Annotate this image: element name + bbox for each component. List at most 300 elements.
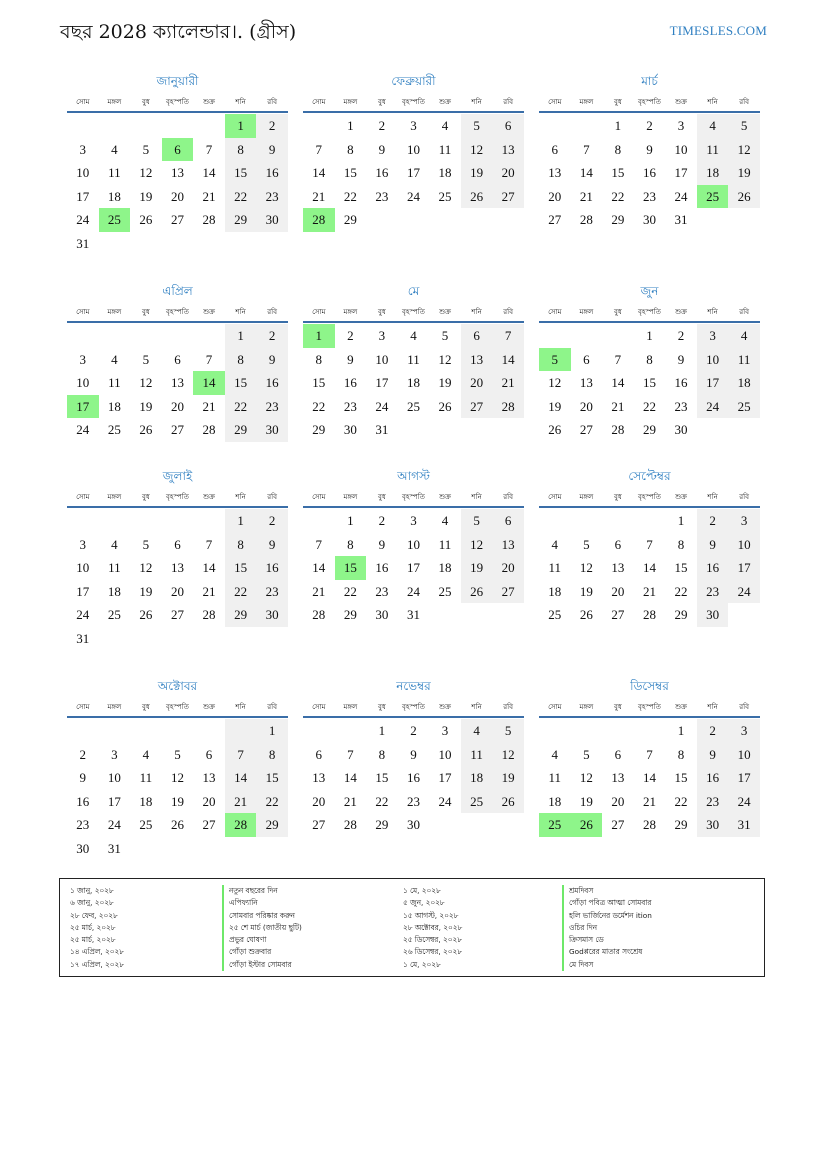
weekday-label: রবি xyxy=(739,98,750,106)
holiday-date: ১ জানু, ২০২৮ xyxy=(70,886,114,895)
day-cell: 20 xyxy=(202,793,216,809)
weekday-label: মঙ্গল xyxy=(107,308,122,316)
weekday-header xyxy=(303,488,524,508)
day-cell: 19 xyxy=(579,583,593,599)
empty-cell xyxy=(162,627,194,651)
day-cell: 18 xyxy=(139,793,153,809)
day-cell: 26 xyxy=(571,813,603,837)
weekday-header xyxy=(303,698,524,718)
holiday-date: ১৪ এপ্রিল, ২০২৮ xyxy=(70,947,124,957)
empty-cell xyxy=(162,114,194,138)
holiday-name: গোঁড়া শুক্রবার xyxy=(222,946,302,958)
month-name: এপ্রিল xyxy=(162,284,193,298)
day-cell: 21 xyxy=(579,188,593,204)
day-cell: 20 xyxy=(170,398,184,414)
empty-cell xyxy=(366,208,398,232)
day-cell: 23 xyxy=(256,185,288,209)
day-cell: 10 xyxy=(674,141,688,157)
day-grid xyxy=(539,114,760,232)
day-cell: 22 xyxy=(674,583,688,599)
day-cell: 11 xyxy=(108,560,121,575)
day-cell: 28 xyxy=(202,422,216,437)
day-cell: 19 xyxy=(728,161,760,185)
empty-cell xyxy=(67,509,99,533)
day-cell: 27 xyxy=(611,817,625,832)
day-cell: 7 xyxy=(583,141,590,157)
day-cell: 19 xyxy=(461,161,493,185)
day-cell: 5 xyxy=(142,141,150,157)
day-cell: 23 xyxy=(697,580,729,604)
day-cell: 2 xyxy=(256,324,288,348)
day-cell: 7 xyxy=(225,743,257,767)
day-cell: 17 xyxy=(76,188,90,204)
weekday-label: শনি xyxy=(471,308,482,316)
day-grid xyxy=(67,114,288,255)
day-cell: 27 xyxy=(492,185,524,209)
day-cell: 12 xyxy=(438,351,452,367)
weekday-label: শনি xyxy=(235,98,246,106)
day-cell: 17 xyxy=(697,371,729,395)
day-cell: 22 xyxy=(256,790,288,814)
day-cell: 12 xyxy=(139,375,153,390)
weekday-label: বুধ xyxy=(613,703,622,711)
empty-cell xyxy=(539,509,571,533)
day-cell: 30 xyxy=(343,422,357,437)
day-cell: 2 xyxy=(697,719,729,743)
empty-cell xyxy=(130,114,162,138)
day-cell: 29 xyxy=(375,817,389,832)
day-cell: 12 xyxy=(548,375,562,390)
weekday-label: মঙ্গল xyxy=(579,703,594,711)
day-grid xyxy=(539,719,760,837)
day-cell: 25 xyxy=(438,583,452,599)
weekday-header xyxy=(303,93,524,113)
day-cell: 26 xyxy=(579,607,593,622)
empty-cell xyxy=(162,232,194,256)
empty-cell xyxy=(461,603,493,627)
weekday-label: মঙ্গল xyxy=(107,98,122,106)
empty-cell xyxy=(571,509,603,533)
day-cell: 11 xyxy=(139,770,153,785)
day-cell: 13 xyxy=(579,375,593,390)
day-cell: 25 xyxy=(461,790,493,814)
day-cell: 4 xyxy=(551,536,559,552)
day-cell: 10 xyxy=(406,141,420,157)
weekday-label: সোম xyxy=(312,703,326,711)
month-name: অক্টোবর xyxy=(157,679,198,693)
day-cell: 17 xyxy=(406,165,420,180)
weekday-label: শনি xyxy=(235,308,246,316)
day-grid xyxy=(67,719,288,860)
weekday-label: শনি xyxy=(707,98,718,106)
day-cell: 12 xyxy=(728,138,760,162)
day-cell: 8 xyxy=(225,348,257,372)
day-cell: 16 xyxy=(375,165,389,180)
day-cell: 1 xyxy=(378,723,386,738)
day-cell: 28 xyxy=(579,212,593,227)
day-cell: 10 xyxy=(76,375,90,390)
empty-cell xyxy=(193,719,225,743)
day-cell: 2 xyxy=(347,328,354,343)
day-cell: 29 xyxy=(256,813,288,837)
weekday-label: সোম xyxy=(312,308,326,316)
empty-cell xyxy=(99,719,131,743)
day-cell: 19 xyxy=(139,583,153,599)
day-cell: 9 xyxy=(347,351,354,367)
empty-cell xyxy=(193,324,225,348)
weekday-label: শনি xyxy=(707,703,718,711)
day-grid xyxy=(303,324,524,442)
weekday-label: শনি xyxy=(471,703,482,711)
day-cell: 13 xyxy=(548,165,562,180)
day-cell: 11 xyxy=(438,141,452,157)
day-cell: 2 xyxy=(410,723,417,738)
day-cell: 8 xyxy=(347,536,354,552)
weekday-label: বুধ xyxy=(141,493,150,501)
day-cell: 12 xyxy=(461,138,493,162)
holiday-name: শ্রমদিবস xyxy=(562,885,652,897)
day-cell: 18 xyxy=(728,371,760,395)
day-cell: 7 xyxy=(315,536,323,552)
weekday-label: শনি xyxy=(471,493,482,501)
day-cell: 14 xyxy=(343,770,357,785)
weekday-label: সোম xyxy=(76,98,90,106)
weekday-label: বৃহস্পতি xyxy=(166,703,189,711)
weekday-label: মঙ্গল xyxy=(107,493,122,501)
empty-cell xyxy=(67,114,99,138)
day-cell: 3 xyxy=(728,719,760,743)
weekday-header xyxy=(67,488,288,508)
day-cell: 28 xyxy=(642,817,656,832)
day-cell: 15 xyxy=(225,161,257,185)
empty-cell xyxy=(130,324,162,348)
day-cell: 10 xyxy=(76,560,90,575)
day-cell: 21 xyxy=(312,583,326,599)
day-cell: 8 xyxy=(256,743,288,767)
day-cell: 31 xyxy=(728,813,760,837)
weekday-label: সোম xyxy=(548,703,562,711)
day-cell: 27 xyxy=(548,212,562,227)
weekday-header xyxy=(67,303,288,323)
day-cell: 24 xyxy=(438,793,452,809)
day-cell: 10 xyxy=(76,165,90,180)
weekday-label: শুক্র xyxy=(439,98,451,106)
day-cell: 8 xyxy=(225,533,257,557)
empty-cell xyxy=(99,232,131,256)
weekday-label: বৃহস্পতি xyxy=(638,703,661,711)
weekday-label: রবি xyxy=(739,703,750,711)
month-block xyxy=(539,467,760,627)
day-cell: 21 xyxy=(642,793,656,809)
day-cell: 6 xyxy=(614,536,622,552)
weekday-label: বুধ xyxy=(141,98,150,106)
holiday-name: গোঁড়া পবিত্র আত্মা সোমবার xyxy=(562,897,652,909)
month-block xyxy=(303,72,524,232)
empty-cell xyxy=(130,627,162,651)
month-block xyxy=(67,467,288,650)
day-cell: 7 xyxy=(205,351,213,367)
day-cell: 6 xyxy=(583,351,590,367)
weekday-label: বৃহস্পতি xyxy=(638,308,661,316)
day-cell: 12 xyxy=(579,560,593,575)
day-cell: 7 xyxy=(646,746,653,762)
weekday-label: শুক্র xyxy=(675,308,687,316)
weekday-label: মঙ্গল xyxy=(343,308,358,316)
weekday-label: সোম xyxy=(548,98,562,106)
weekday-label: রবি xyxy=(503,308,514,316)
day-cell: 22 xyxy=(312,398,326,414)
day-cell: 9 xyxy=(378,141,386,157)
day-cell: 8 xyxy=(677,746,685,762)
empty-cell xyxy=(571,719,603,743)
day-grid xyxy=(303,719,524,837)
empty-cell xyxy=(461,208,493,232)
holiday-date: ১৭ এপ্রিল, ২০২৮ xyxy=(70,959,124,969)
day-cell: 2 xyxy=(677,328,685,343)
empty-cell xyxy=(67,719,99,743)
day-cell: 26 xyxy=(139,607,153,622)
day-cell: 6 xyxy=(162,138,194,162)
empty-cell xyxy=(130,719,162,743)
day-cell: 19 xyxy=(139,188,153,204)
day-cell: 13 xyxy=(492,138,524,162)
day-cell: 26 xyxy=(492,790,524,814)
day-cell: 24 xyxy=(76,212,90,227)
day-cell: 27 xyxy=(611,607,625,622)
day-grid xyxy=(303,114,524,232)
day-cell: 21 xyxy=(312,188,326,204)
month-block xyxy=(303,677,524,837)
empty-cell xyxy=(99,509,131,533)
day-cell: 14 xyxy=(642,770,656,785)
empty-cell xyxy=(602,719,634,743)
empty-cell xyxy=(697,418,729,442)
day-cell: 24 xyxy=(674,188,688,204)
day-cell: 20 xyxy=(312,793,326,809)
day-cell: 7 xyxy=(614,351,622,367)
legend-names-right xyxy=(562,885,652,971)
day-cell: 28 xyxy=(225,813,257,837)
month-block xyxy=(539,282,760,442)
month-block xyxy=(539,677,760,837)
weekday-label: সোম xyxy=(312,98,326,106)
holiday-name: Godপ্পরের মাতার সংশ্রেষ xyxy=(562,946,652,958)
month-block xyxy=(67,72,288,255)
day-cell: 18 xyxy=(107,398,121,414)
day-cell: 5 xyxy=(583,536,590,552)
page-title: বছর 2028 ক্যালেন্ডার।. (গ্রীস) xyxy=(60,21,297,43)
day-cell: 22 xyxy=(225,395,257,419)
weekday-label: শুক্র xyxy=(439,308,451,316)
day-cell: 20 xyxy=(170,188,184,204)
day-cell: 24 xyxy=(375,398,389,414)
day-cell: 14 xyxy=(492,348,524,372)
weekday-label: সোম xyxy=(548,308,562,316)
holiday-name: এপিফ্যানি xyxy=(222,897,302,909)
day-grid xyxy=(539,324,760,442)
empty-cell xyxy=(162,719,194,743)
day-cell: 29 xyxy=(642,422,656,437)
day-cell: 20 xyxy=(170,583,184,599)
day-cell: 31 xyxy=(76,235,90,251)
weekday-label: রবি xyxy=(503,98,514,106)
day-cell: 4 xyxy=(697,114,729,138)
empty-cell xyxy=(256,232,288,256)
day-cell: 4 xyxy=(111,141,118,157)
empty-cell xyxy=(602,509,634,533)
day-cell: 1 xyxy=(225,324,257,348)
day-cell: 31 xyxy=(674,212,688,227)
day-cell: 19 xyxy=(548,398,562,414)
day-cell: 15 xyxy=(312,375,326,390)
day-cell: 16 xyxy=(642,165,656,180)
day-cell: 18 xyxy=(438,165,452,180)
weekday-header xyxy=(539,698,760,718)
day-grid xyxy=(539,509,760,627)
day-cell: 28 xyxy=(312,607,326,622)
day-cell: 30 xyxy=(642,212,656,227)
day-cell: 7 xyxy=(492,324,524,348)
empty-cell xyxy=(461,813,493,837)
day-cell: 25 xyxy=(548,607,562,622)
day-cell: 25 xyxy=(99,208,131,232)
day-cell: 16 xyxy=(256,371,288,395)
weekday-label: বৃহস্পতি xyxy=(402,703,425,711)
day-cell: 21 xyxy=(611,398,625,414)
day-cell: 31 xyxy=(76,630,90,646)
day-cell: 6 xyxy=(614,746,622,762)
weekday-label: শনি xyxy=(471,98,482,106)
day-cell: 5 xyxy=(583,746,590,762)
holiday-legend xyxy=(59,878,765,977)
weekday-label: শুক্র xyxy=(675,703,687,711)
day-cell: 4 xyxy=(461,719,493,743)
day-cell: 13 xyxy=(611,560,625,575)
day-cell: 5 xyxy=(174,746,181,762)
day-cell: 14 xyxy=(579,165,593,180)
day-cell: 5 xyxy=(539,348,571,372)
day-cell: 19 xyxy=(492,766,524,790)
empty-cell xyxy=(398,208,430,232)
day-cell: 14 xyxy=(193,371,225,395)
day-cell: 5 xyxy=(142,351,150,367)
day-cell: 4 xyxy=(142,746,150,762)
empty-cell xyxy=(539,114,571,138)
day-cell: 8 xyxy=(614,141,622,157)
day-cell: 3 xyxy=(410,118,417,133)
weekday-label: শুক্র xyxy=(203,308,215,316)
day-cell: 8 xyxy=(315,351,323,367)
day-cell: 6 xyxy=(315,746,323,762)
day-cell: 23 xyxy=(642,188,656,204)
day-cell: 15 xyxy=(611,165,625,180)
weekday-label: রবি xyxy=(503,703,514,711)
day-cell: 11 xyxy=(108,375,121,390)
weekday-label: শুক্র xyxy=(203,493,215,501)
empty-cell xyxy=(728,418,760,442)
empty-cell xyxy=(193,837,225,861)
day-cell: 13 xyxy=(202,770,216,785)
day-cell: 24 xyxy=(406,188,420,204)
day-cell: 26 xyxy=(170,817,184,832)
weekday-label: সোম xyxy=(76,493,90,501)
weekday-label: বুধ xyxy=(377,308,386,316)
day-cell: 12 xyxy=(139,560,153,575)
empty-cell xyxy=(429,418,461,442)
day-cell: 3 xyxy=(697,324,729,348)
day-cell: 7 xyxy=(315,141,323,157)
empty-cell xyxy=(162,324,194,348)
day-cell: 25 xyxy=(697,185,729,209)
empty-cell xyxy=(256,837,288,861)
day-cell: 23 xyxy=(375,188,389,204)
day-cell: 22 xyxy=(225,580,257,604)
day-cell: 20 xyxy=(461,371,493,395)
day-cell: 13 xyxy=(461,348,493,372)
day-cell: 9 xyxy=(646,141,653,157)
day-cell: 9 xyxy=(697,743,729,767)
day-cell: 20 xyxy=(492,556,524,580)
day-cell: 17 xyxy=(406,560,420,575)
day-cell: 10 xyxy=(438,746,452,762)
weekday-header xyxy=(67,698,288,718)
holiday-name: গোঁড়া ইস্টার সোমবার xyxy=(222,959,302,971)
day-cell: 29 xyxy=(225,208,257,232)
holiday-name: নতুন বছরের দিন xyxy=(222,885,302,897)
day-cell: 7 xyxy=(205,536,213,552)
day-cell: 16 xyxy=(697,766,729,790)
empty-cell xyxy=(429,813,461,837)
day-cell: 23 xyxy=(76,817,90,832)
month-block xyxy=(539,72,760,232)
day-cell: 23 xyxy=(256,395,288,419)
day-cell: 10 xyxy=(107,770,121,785)
day-cell: 13 xyxy=(170,375,184,390)
holiday-date: ২৬ ডিসেম্বর, ২০২৮ xyxy=(403,947,462,957)
day-cell: 3 xyxy=(677,118,685,133)
site-name[interactable]: TIMESLES.COM xyxy=(669,23,767,38)
day-cell: 25 xyxy=(139,817,153,832)
empty-cell xyxy=(130,837,162,861)
empty-cell xyxy=(335,719,367,743)
weekday-label: মঙ্গল xyxy=(343,703,358,711)
day-cell: 13 xyxy=(611,770,625,785)
weekday-label: শুক্র xyxy=(675,98,687,106)
day-cell: 9 xyxy=(410,746,417,762)
day-cell: 3 xyxy=(410,513,417,528)
day-grid xyxy=(303,509,524,627)
empty-cell xyxy=(99,324,131,348)
weekday-label: রবি xyxy=(503,493,514,501)
day-cell: 19 xyxy=(170,793,184,809)
day-cell: 11 xyxy=(548,770,562,785)
day-cell: 1 xyxy=(225,114,257,138)
empty-cell xyxy=(539,719,571,743)
weekday-label: শনি xyxy=(235,703,246,711)
day-cell: 20 xyxy=(611,793,625,809)
day-cell: 1 xyxy=(347,513,354,528)
day-cell: 19 xyxy=(438,375,452,390)
day-cell: 24 xyxy=(406,583,420,599)
weekday-header xyxy=(67,93,288,113)
weekday-label: শুক্র xyxy=(439,493,451,501)
day-cell: 2 xyxy=(646,118,653,133)
day-cell: 14 xyxy=(642,560,656,575)
weekday-label: বৃহস্পতি xyxy=(638,98,661,106)
day-grid xyxy=(67,324,288,442)
day-cell: 7 xyxy=(347,746,354,762)
day-cell: 3 xyxy=(441,723,449,738)
